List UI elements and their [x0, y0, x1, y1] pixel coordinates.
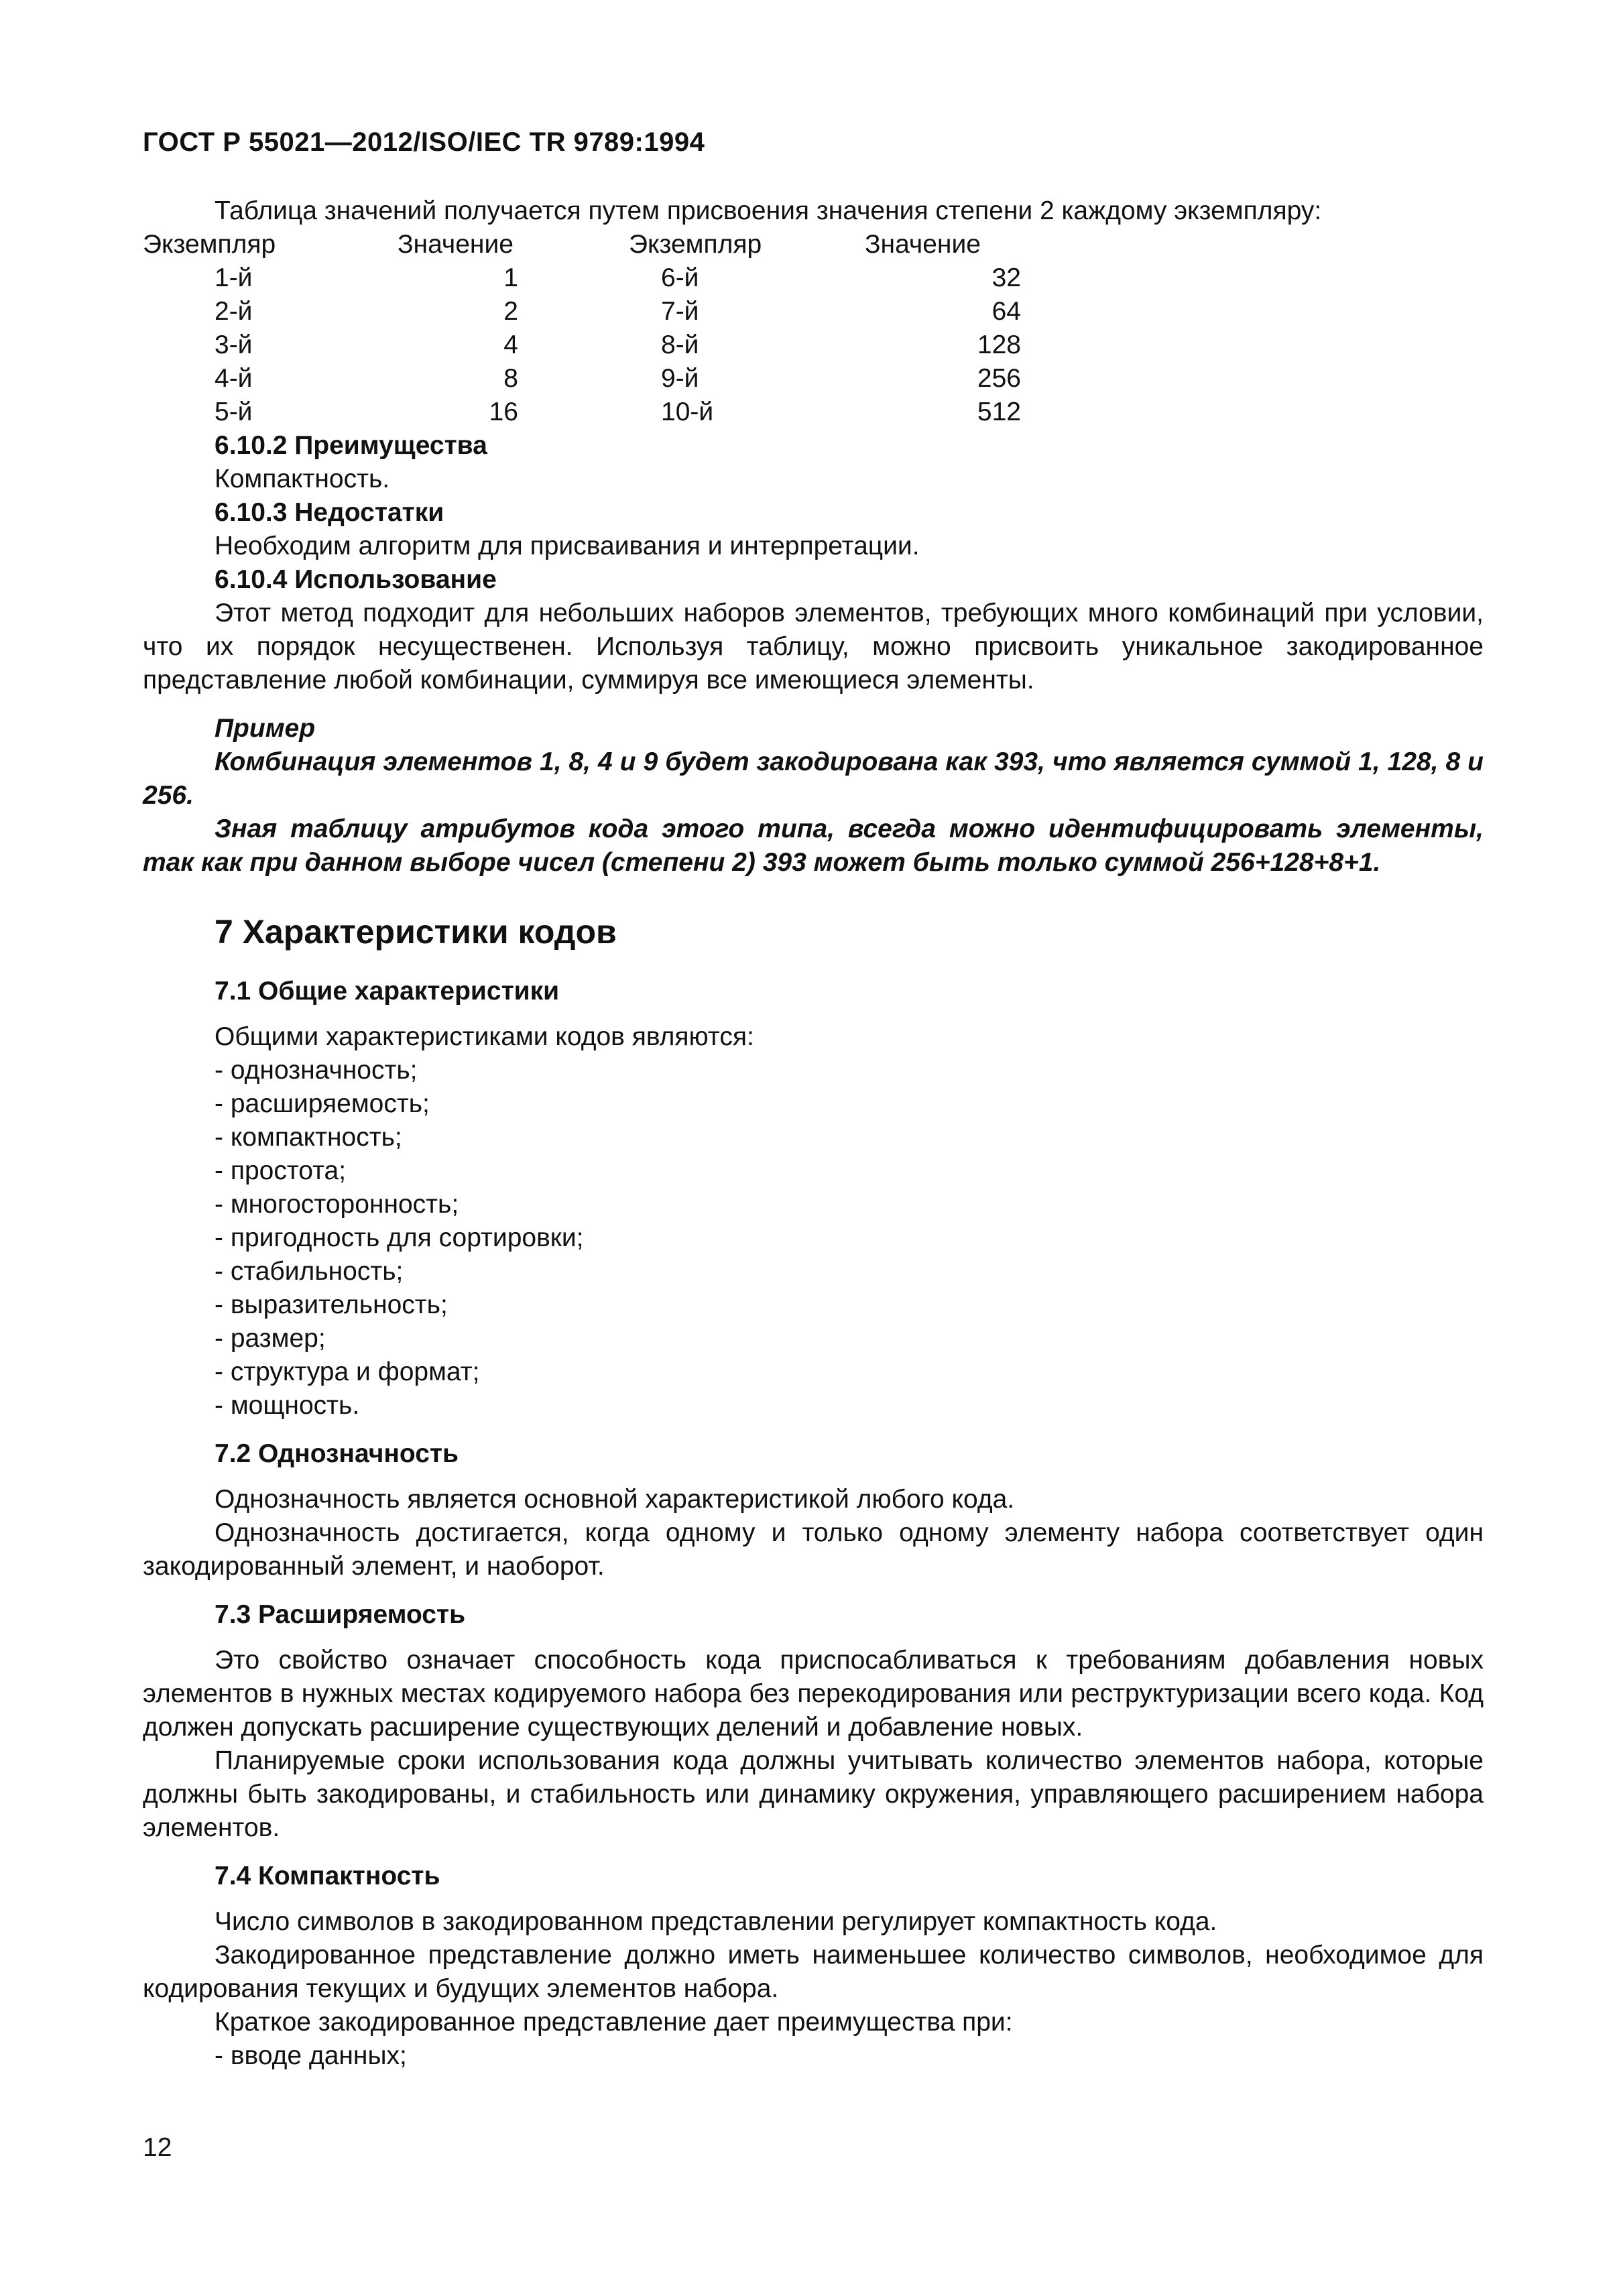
section-6-10-3-title: 6.10.3 Недостатки [215, 498, 444, 527]
list-item: - многосторонность; [215, 1190, 459, 1219]
table-cell: 3-й [215, 330, 253, 359]
table-cell: 4-й [215, 364, 253, 393]
section-7-2-paragraph-1: Однозначность является основной характеристикой любого кода. [215, 1485, 1015, 1514]
section-7-4-paragraph-1: Число символов в закодированном представлении регулирует компактность кода. [215, 1907, 1217, 1936]
section-7-3-title: 7.3 Расширяемость [215, 1600, 466, 1629]
table-cell: 256 [977, 364, 1021, 393]
table-cell: 8 [503, 364, 518, 393]
section-6-10-4-title: 6.10.4 Использование [215, 565, 497, 594]
section-7-4-title: 7.4 Компактность [215, 1862, 440, 1890]
table-cell: 9-й [661, 364, 699, 393]
section-6-10-2-text: Компактность. [215, 465, 390, 493]
list-item: - размер; [215, 1324, 326, 1353]
section-7-3-paragraph-1: Это свойство означает способность кода приспосабливаться к требованиям добавления новых элементов в нужных местах кодируемого набора без перекодирования или реструктуризации всего кода. Код должен допускать расширение существующих делений и добавление новых. [143, 1646, 1484, 1742]
table-cell: 1 [503, 263, 518, 292]
page-number: 12 [143, 2133, 172, 2162]
example-line-2: Зная таблицу атрибутов кода этого типа, всегда можно идентифицировать элементы, так как при данном выборе чисел (степени 2) 393 может быть только суммой 256+128+8+1. [143, 814, 1484, 877]
section-7-2-paragraph-2: Однозначность достигается, когда одному и только одному элементу набора соответствует один закодированный элемент, и наоборот. [143, 1518, 1484, 1581]
table-cell: 5-й [215, 398, 253, 426]
table-cell: 1-й [215, 263, 253, 292]
section-7-4-paragraph-2: Закодированное представление должно иметь наименьшее количество символов, необходимое для кодирования текущих и будущих элементов набора. [143, 1941, 1484, 2003]
list-item: - расширяемость; [215, 1089, 430, 1118]
list-item: - стабильность; [215, 1257, 404, 1286]
intro-paragraph: Таблица значений получается путем присвоения значения степени 2 каждому экземпляру: [215, 196, 1322, 225]
value-table [143, 228, 1484, 429]
document-header: ГОСТ Р 55021—2012/ISO/IEC TR 9789:1994 [143, 127, 705, 157]
list-item: - выразительность; [215, 1290, 448, 1319]
table-cell: 6-й [661, 263, 699, 292]
table-cell: 4 [503, 330, 518, 359]
table-cell: 2-й [215, 297, 253, 326]
list-item: - простота; [215, 1156, 347, 1185]
list-item: - однозначность; [215, 1056, 418, 1085]
page-content [143, 194, 1484, 2073]
section-6-10-4-text: Этот метод подходит для небольших наборов элементов, требующих много комбинаций при условии, что их порядок несущественен. Используя таблицу, можно присвоить уникальное закодированное представление любой комбинации, суммируя все имеющиеся элементы. [143, 599, 1484, 694]
section-7-1-lead: Общими характеристиками кодов являются: [215, 1022, 754, 1051]
table-cell: 2 [503, 297, 518, 326]
list-item: - компактность; [215, 1123, 402, 1152]
table-cell: 512 [977, 398, 1021, 426]
section-6-10-3-text: Необходим алгоритм для присваивания и интерпретации. [215, 532, 920, 560]
list-item: - пригодность для сортировки; [215, 1223, 584, 1252]
section-7-4-paragraph-3: Краткое закодированное представление дает преимущества при: [215, 2008, 1013, 2037]
table-header-value-1: Значение [398, 230, 514, 259]
example-line-1: Комбинация элементов 1, 8, 4 и 9 будет закодирована как 393, что является суммой 1, 128, 8 и 256. [143, 747, 1484, 810]
table-cell: 10-й [661, 398, 714, 426]
section-7-title: 7 Характеристики кодов [215, 913, 617, 951]
table-cell: 128 [977, 330, 1021, 359]
section-7-2-title: 7.2 Однозначность [215, 1439, 459, 1468]
example-label: Пример [215, 714, 316, 743]
list-item: - мощность. [215, 1391, 360, 1420]
table-cell: 64 [991, 297, 1021, 326]
table-header-instance-1: Экземпляр [143, 230, 276, 259]
section-7-1-title: 7.1 Общие характеристики [215, 977, 560, 1006]
table-cell: 32 [991, 263, 1021, 292]
list-item: - вводе данных; [215, 2041, 407, 2070]
table-cell: 16 [489, 398, 518, 426]
list-item: - структура и формат; [215, 1357, 480, 1386]
section-6-10-2-title: 6.10.2 Преимущества [215, 431, 487, 460]
example-block [143, 712, 1484, 880]
table-cell: 8-й [661, 330, 699, 359]
table-cell: 7-й [661, 297, 699, 326]
table-header-instance-2: Экземпляр [629, 230, 762, 259]
section-7-3-paragraph-2: Планируемые сроки использования кода должны учитывать количество элементов набора, которые должны быть закодированы, и стабильность или динамику окружения, управляющего расширением набора элементов. [143, 1746, 1484, 1842]
table-header-value-2: Значение [865, 230, 981, 259]
